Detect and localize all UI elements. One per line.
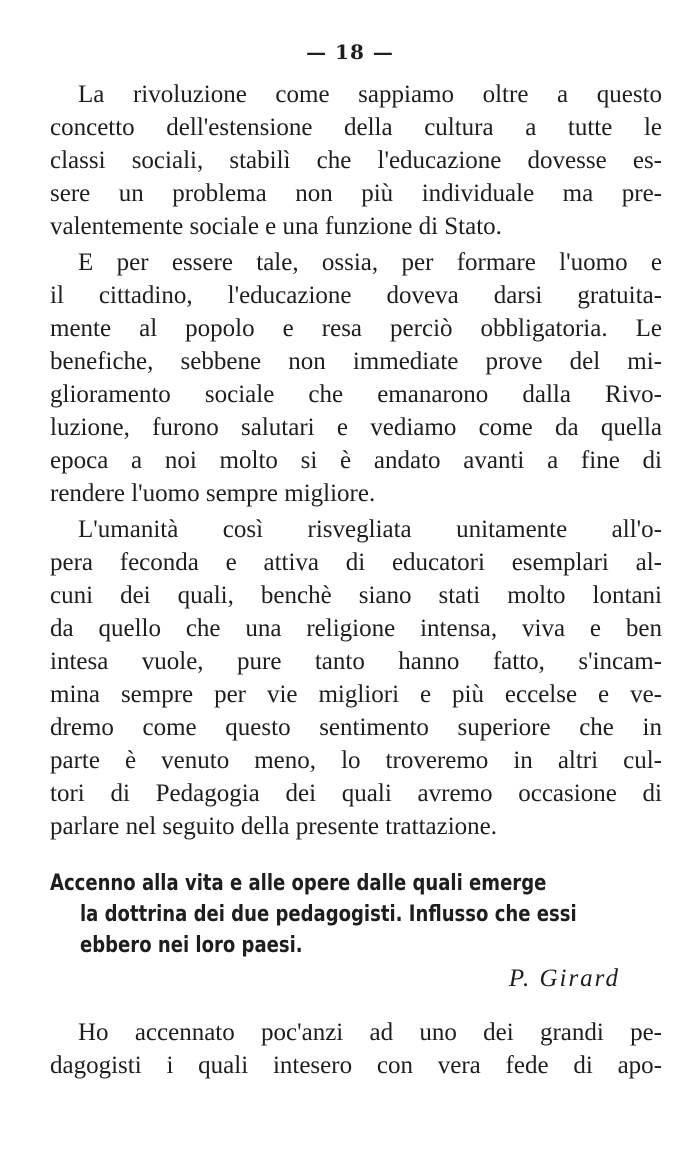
text-line: Ho accennato poc'anzi ad uno dei grandi pe- — [78, 1019, 662, 1046]
text-line: epoca a noi molto si è andato avanti a fine di — [50, 447, 662, 474]
text-line: luzione, furono salutari e vediamo come da quella — [50, 414, 662, 441]
text-line: mina sempre per vie migliori e più eccelse e ve- — [50, 681, 662, 708]
text-line: cuni dei quali, benchè siano stati molto lontani — [50, 582, 662, 609]
heading-line: la dottrina dei due pedagogisti. Influsso che essi — [80, 902, 577, 927]
text-line: dagogisti i quali intesero con vera fede di apo- — [50, 1052, 662, 1079]
text-line: glioramento sociale che emanarono dalla Rivo- — [50, 381, 662, 408]
text-line: sere un problema non più individuale ma pre- — [50, 180, 662, 207]
text-line: concetto dell'estensione della cultura a tutte le — [50, 114, 662, 141]
text-line: classi sociali, stabilì che l'educazione dovesse es- — [50, 147, 662, 174]
text-line: da quello che una religione intensa, viva e ben — [50, 615, 662, 642]
text-line: parte è venuto meno, lo troveremo in altri cul- — [50, 747, 662, 774]
text-line: il cittadino, l'educazione doveva darsi gratuita- — [50, 282, 662, 309]
text-line: rendere l'uomo sempre migliore. — [50, 480, 376, 507]
text-line: benefiche, sebbene non immediate prove del mi- — [50, 348, 662, 375]
text-line: pera feconda e attiva di educatori esemplari al- — [50, 549, 662, 576]
text-line: valentemente sociale e una funzione di Stato. — [50, 213, 502, 240]
text-line: L'umanità così risvegliata unitamente all'o- — [78, 516, 662, 543]
text-line: intesa vuole, pure tanto hanno fatto, s'incam- — [50, 648, 662, 675]
text-line: E per essere tale, ossia, per formare l'uomo e — [78, 249, 662, 276]
text-line: mente al popolo e resa perciò obbligatoria. Le — [50, 315, 662, 342]
text-line: La rivoluzione come sappiamo oltre a questo — [78, 81, 662, 108]
page-number: — 18 — — [306, 40, 394, 64]
text-line: parlare nel seguito della presente trattazione. — [50, 813, 498, 840]
author-name: P. Girard — [508, 965, 620, 992]
heading-line: ebbero nei loro paesi. — [80, 933, 303, 958]
text-line: tori di Pedagogia dei quali avremo occasione di — [50, 780, 662, 807]
heading-line: Accenno alla vita e alle opere dalle quali emerge — [50, 871, 547, 896]
text-line: dremo come questo sentimento superiore che in — [50, 714, 662, 741]
